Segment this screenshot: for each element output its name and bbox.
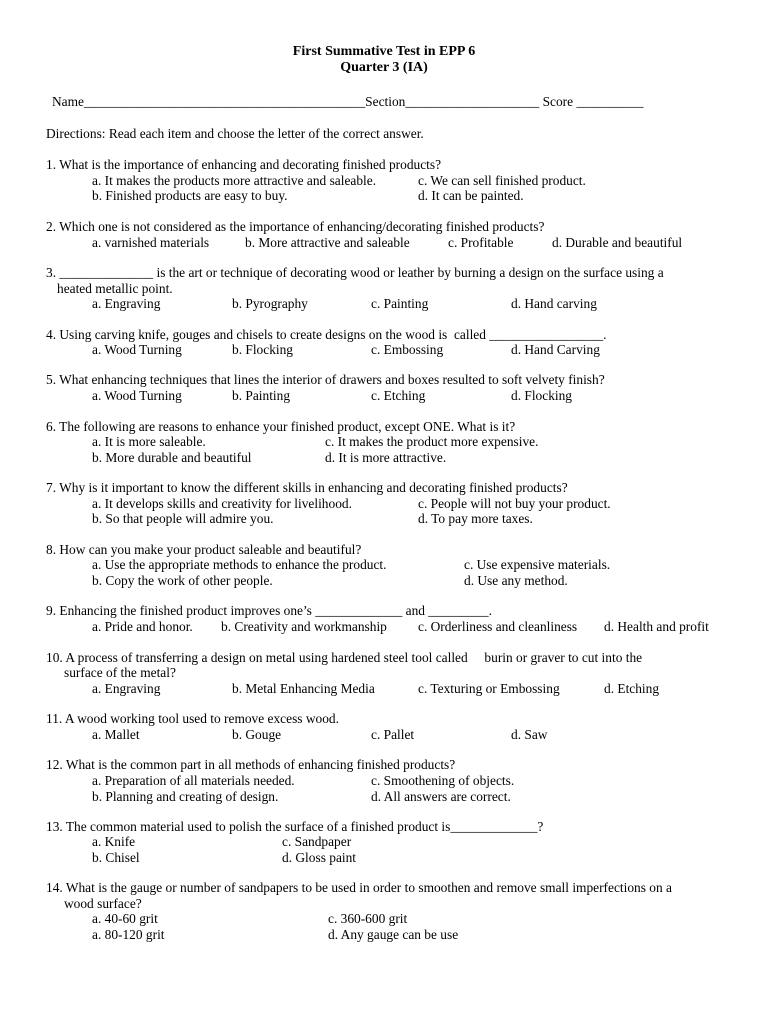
question-12-option-c: c. Smoothening of objects. xyxy=(371,773,515,788)
question-10-option-a: a. Engraving xyxy=(92,681,161,696)
question-12-option-a: a. Preparation of all materials needed. xyxy=(92,773,295,788)
question-1-option-d: d. It can be painted. xyxy=(418,188,524,203)
question-14-option-a2: a. 80-120 grit xyxy=(92,927,165,942)
question-11-option-a: a. Mallet xyxy=(92,727,140,742)
question-6-option-d: d. It is more attractive. xyxy=(325,450,447,465)
question-9-stem: 9. Enhancing the finished product improves one’s _____________ and _________. xyxy=(46,603,492,618)
question-1-stem: 1. What is the importance of enhancing and decorating finished products? xyxy=(46,157,442,172)
question-12-option-d: d. All answers are correct. xyxy=(371,789,511,804)
question-2-option-a: a. varnished materials xyxy=(92,235,210,250)
question-8-option-c: c. Use expensive materials. xyxy=(464,557,611,572)
question-13-option-d: d. Gloss paint xyxy=(282,850,357,865)
question-11-option-c: c. Pallet xyxy=(371,727,415,742)
directions: Directions: Read each item and choose the letter of the correct answer. xyxy=(46,126,424,141)
question-4-stem: 4. Using carving knife, gouges and chisels to create designs on the wood is called _________________. xyxy=(46,327,607,342)
question-2-option-b: b. More attractive and saleable xyxy=(245,235,410,250)
question-9-option-d: d. Health and profit xyxy=(604,619,709,634)
question-4-option-c: c. Embossing xyxy=(371,342,444,357)
question-14-stem-cont: wood surface? xyxy=(64,896,142,911)
question-12-stem: 12. What is the common part in all methods of enhancing finished products? xyxy=(46,757,456,772)
question-3-stem: 3. ______________ is the art or technique of decorating wood or leather by burning a design on the surface using a xyxy=(46,265,664,280)
question-9-option-c: c. Orderliness and cleanliness xyxy=(418,619,578,634)
question-2-option-c: c. Profitable xyxy=(448,235,514,250)
question-8-stem: 8. How can you make your product saleable and beautiful? xyxy=(46,542,362,557)
question-7-option-d: d. To pay more taxes. xyxy=(418,511,533,526)
question-5-stem: 5. What enhancing techniques that lines the interior of drawers and boxes resulted to soft velvety finish? xyxy=(46,372,605,387)
question-5-option-b: b. Painting xyxy=(232,388,291,403)
question-10-option-b: b. Metal Enhancing Media xyxy=(232,681,375,696)
question-4-option-d: d. Hand Carving xyxy=(511,342,600,357)
question-14-option-d: d. Any gauge can be use xyxy=(328,927,459,942)
question-3-option-c: c. Painting xyxy=(371,296,429,311)
question-13-option-a: a. Knife xyxy=(92,834,136,849)
question-4-option-a: a. Wood Turning xyxy=(92,342,182,357)
question-1-option-c: c. We can sell finished product. xyxy=(418,173,586,188)
question-6-option-a: a. It is more saleable. xyxy=(92,434,206,449)
question-14-stem: 14. What is the gauge or number of sandpapers to be used in order to smoothen and remove small imperfections on a xyxy=(46,880,672,895)
question-2-option-d: d. Durable and beautiful xyxy=(552,235,683,250)
question-6-option-b: b. More durable and beautiful xyxy=(92,450,252,465)
question-1-option-b: b. Finished products are easy to buy. xyxy=(92,188,288,203)
question-10-stem: 10. A process of transferring a design on metal using hardened steel tool called burin or graver to cut into the xyxy=(46,650,643,665)
question-10-option-d: d. Etching xyxy=(604,681,660,696)
question-4-option-b: b. Flocking xyxy=(232,342,294,357)
question-7-option-c: c. People will not buy your product. xyxy=(418,496,611,511)
question-7-option-b: b. So that people will admire you. xyxy=(92,511,274,526)
question-10-stem-cont: surface of the metal? xyxy=(64,665,176,680)
question-3-stem-cont: heated metallic point. xyxy=(57,281,173,296)
question-10-option-c: c. Texturing or Embossing xyxy=(418,681,560,696)
question-13-stem: 13. The common material used to polish the surface of a finished product is_____________? xyxy=(46,819,544,834)
question-8-option-d: d. Use any method. xyxy=(464,573,568,588)
question-8-option-b: b. Copy the work of other people. xyxy=(92,573,273,588)
test-title: First Summative Test in EPP 6 xyxy=(292,44,476,59)
question-11-option-b: b. Gouge xyxy=(232,727,282,742)
test-subtitle: Quarter 3 (IA) xyxy=(340,60,428,75)
question-6-option-c: c. It makes the product more expensive. xyxy=(325,434,539,449)
question-11-stem: 11. A wood working tool used to remove excess wood. xyxy=(46,711,339,726)
question-9-option-a: a. Pride and honor. xyxy=(92,619,193,634)
question-13-option-b: b. Chisel xyxy=(92,850,140,865)
question-5-option-c: c. Etching xyxy=(371,388,426,403)
question-8-option-a: a. Use the appropriate methods to enhance the product. xyxy=(92,557,387,572)
question-13-option-c: c. Sandpaper xyxy=(282,834,352,849)
question-2-stem: 2. Which one is not considered as the importance of enhancing/decorating finished products? xyxy=(46,219,545,234)
question-14-option-a: a. 40-60 grit xyxy=(92,911,158,926)
question-9-option-b: b. Creativity and workmanship xyxy=(221,619,387,634)
question-5-option-a: a. Wood Turning xyxy=(92,388,182,403)
student-info-line: Name__________________________________________Section____________________ Score __________ xyxy=(52,94,644,109)
question-3-option-a: a. Engraving xyxy=(92,296,161,311)
question-12-option-b: b. Planning and creating of design. xyxy=(92,789,279,804)
question-14-option-c: c. 360-600 grit xyxy=(328,911,408,926)
question-6-stem: 6. The following are reasons to enhance your finished product, except ONE. What is it? xyxy=(46,419,516,434)
question-7-option-a: a. It develops skills and creativity for livelihood. xyxy=(92,496,352,511)
question-5-option-d: d. Flocking xyxy=(511,388,573,403)
question-3-option-d: d. Hand carving xyxy=(511,296,597,311)
question-1-option-a: a. It makes the products more attractive and saleable. xyxy=(92,173,377,188)
question-3-option-b: b. Pyrography xyxy=(232,296,308,311)
question-11-option-d: d. Saw xyxy=(511,727,548,742)
question-7-stem: 7. Why is it important to know the different skills in enhancing and decorating finished products? xyxy=(46,480,568,495)
